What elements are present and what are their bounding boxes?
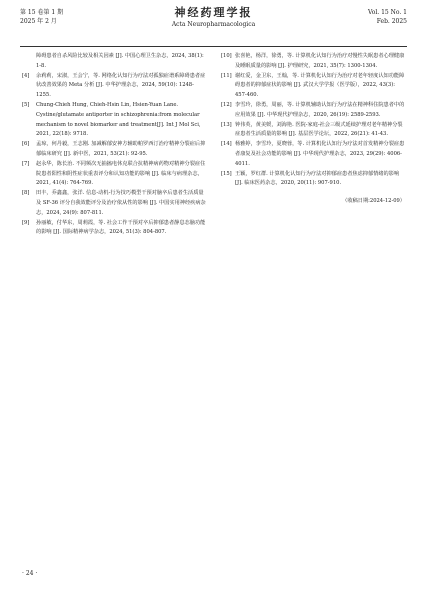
reference-text: 张喜艳，杨洋，徐勇，等. 计算机化认知行为治疗对慢性失眠患者心理健康及睡眠质量的影响 [J]. 护理研究，2021, 35(7): 1300-1304. [235, 53, 405, 69]
reference-text: 杨雅婷，李雪玲，夏晓蓉，等. 计算机化认知行为疗法对首发精神分裂症患者康复及社会功能的影响 [J]. 中华现代护理杂志，2023, 29(29): 4006-4011. [235, 141, 405, 167]
reference-number: [9] [22, 219, 30, 226]
reference-text: 余莉莉，宋淑，王会宁，等. 网络化认知行为疗法对孤独症谱系障碍患者症状改善效果的 Meta 分析 [J]. 中华护理杂志，2024, 59(10): 1248-1255. [36, 72, 206, 99]
reference-text: 王颖，罗红群. 计算机化认知行为疗法对抑郁症患者焦虑抑郁情绪的影响 [J]. 临床医药杂志，2020, 20(11): 907-910. [235, 170, 400, 187]
reference-text: 谢红爱，金卫东，王翰，等. 计算机化认知行为治疗对老年轻度认知功能障碍患者的抑郁症状的影响 [J]. 武汉大学学报（医学版），2022, 43(3): 457-460. [235, 72, 405, 99]
running-header [20, 4, 407, 48]
reference-number: [11] [221, 72, 232, 79]
journal-title-en: Acta Neuropharmacologica [171, 21, 256, 28]
reference-item [221, 72, 405, 101]
reference-number: [7] [22, 160, 30, 167]
reference-number: [6] [22, 141, 30, 148]
reference-text: 孙丽敏，付华东，周莉霞，等. 社会工作干预对卒后抑郁患者静息态脑功能的影响 [J]. 国际精神病学杂志，2024, 51(3): 804-807. [36, 219, 206, 236]
journal-title [20, 4, 407, 28]
volume-issue-en: Vol. 15 No. 1 [367, 9, 407, 16]
reference-number: [12] [221, 101, 232, 108]
reference-number: [4] [22, 72, 30, 79]
reference-number: [15] [221, 170, 232, 177]
page-number: · 24 · [22, 570, 38, 577]
reference-continuation: 障碍患者自杀风险比较及相关因素 [J]. 中国心理卫生杂志，2024, 38(1): 1-8. [36, 53, 204, 69]
reference-number: [13] [221, 121, 232, 128]
reference-number: [10] [221, 53, 232, 59]
reference-item [221, 52, 405, 72]
header-rule [20, 46, 407, 47]
reference-item [22, 189, 206, 218]
publication-date: 2025 年 2 月 [20, 18, 57, 25]
publication-date-en: Feb. 2025 [376, 18, 407, 25]
reference-text: 孟琼，何丹毅，王志刚. 加减解郁安神方辅助帕罗西汀治疗精神分裂症后抑郁临床研究 [J]. 新中医，2021, 53(21): 92-95. [36, 141, 206, 157]
reference-item [221, 121, 405, 141]
reference-number: [8] [22, 190, 30, 197]
reference-item [221, 170, 405, 190]
reference-column-right [221, 52, 405, 207]
reference-text: 赵永华，陈长治. 不同频次无抽搐电休克联合抗精神病药物对精神分裂症住院患者阳性和阴性症状重表评分和认知功能的影响 [J]. 临床与病理杂志，2021, 41(4): 764-769. [36, 160, 206, 187]
reference-item [22, 72, 206, 101]
reference-text: 田丰，乔鑫鑫，张洋. 信息-动机-行为技巧模型干预对脑卒后患者生活质量及 SF-36 评分自我效能评分及治疗依从性的影响 [J]. 中国实用神经疾病杂志，2024, 24(9): 807-811. [36, 190, 206, 216]
reference-item [22, 160, 206, 189]
reference-number: [14] [221, 141, 232, 148]
reference-item [221, 101, 405, 121]
reference-item [22, 140, 206, 160]
reference-number: [5] [22, 101, 30, 108]
reference-item [22, 219, 206, 239]
reference-text: 李雪玲，徐勇，周丽，等. 计算机辅助认知行为疗法在精神科住院患者中的应用效果 [J]. 中华现代护理杂志，2020, 26(19): 2589-2593. [235, 101, 405, 118]
volume-issue: 第 15 卷第 1 期 [20, 9, 64, 16]
reference-item [221, 140, 405, 169]
journal-title-cn: 神经药理学报 [174, 6, 253, 19]
header-right [368, 8, 407, 26]
reference-text: 钟伟英，黄美媛，刘海艳. 医院-家庭-社会三级式延续护理对老年精神分裂症患者生活质量的影响 [J]. 基层医学论坛，2022, 26(21): 41-43. [235, 121, 403, 138]
reference-item [22, 101, 206, 140]
reference-column-left [22, 52, 206, 238]
received-date: （收稿日期:2024-12-09） [342, 198, 405, 205]
reference-text: Chung-Chieh Hung, Chieh-Hsin Lin, Hsien-Yuan Lane. Cystine/glutamate antiporter in schizophrenia:from molecular mechanism to novel biomarker and treatment[J]. Int J Mol Sci, 2021, 22(18): 9718. [36, 101, 201, 138]
